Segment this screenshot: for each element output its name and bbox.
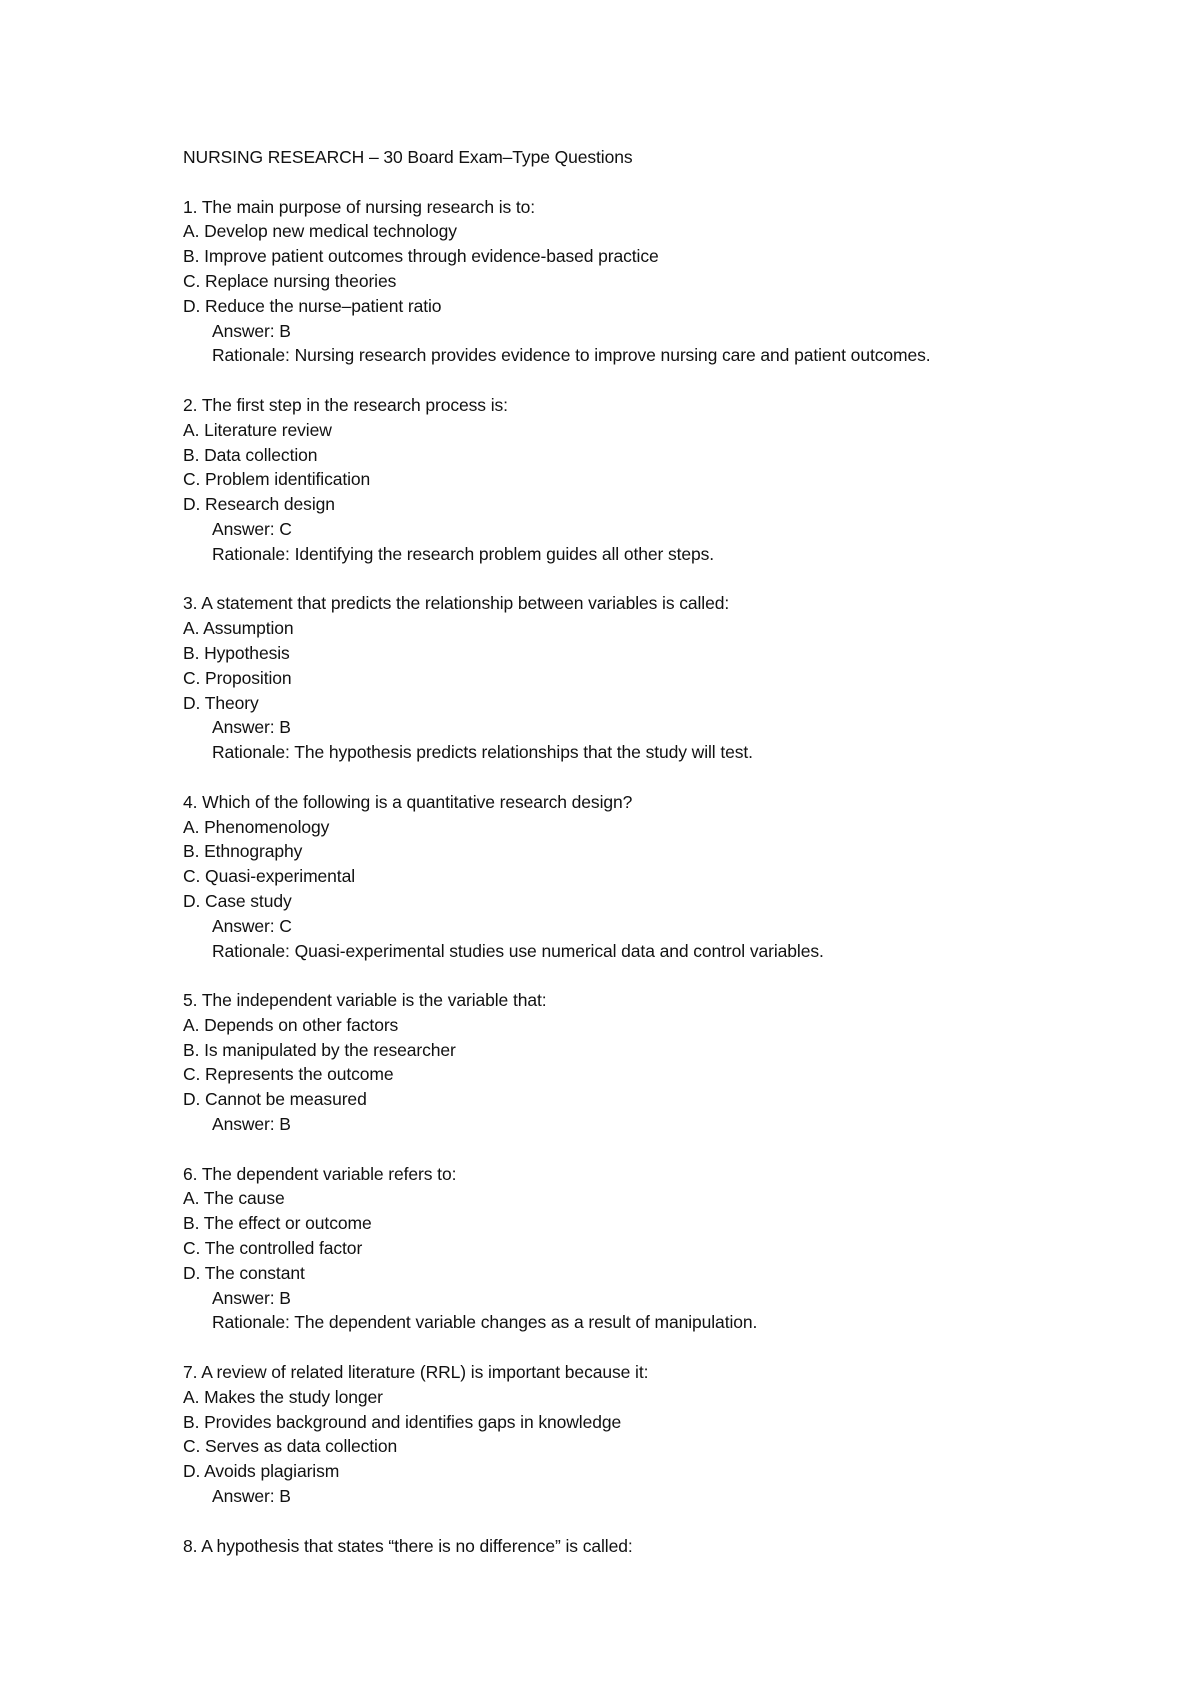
answer-option: D. Research design [183,494,335,515]
answer-option: B. Improve patient outcomes through evidence-based practice [183,246,659,267]
question-list [183,195,1143,1559]
answer-option: B. Data collection [183,444,318,465]
answer-option: C. Replace nursing theories [183,270,397,291]
rationale: Rationale: The hypothesis predicts relationships that the study will test. [212,742,753,763]
answer-option: D. Theory [183,692,259,713]
document-title: NURSING RESEARCH – 30 Board Exam–Type Questions [183,147,633,167]
answer-option: D. Cannot be measured [183,1089,367,1110]
answer-option: B. Provides background and identifies gaps in knowledge [183,1411,622,1432]
answer-option: B. Hypothesis [183,642,290,663]
answer-option: A. The cause [183,1188,285,1209]
question-block [183,591,1143,765]
rationale: Rationale: The dependent variable changes as a result of manipulation. [212,1312,758,1333]
rationale: Rationale: Identifying the research problem guides all other steps. [212,543,715,564]
question-stem: 6. The dependent variable refers to: [183,1163,457,1184]
question-stem: 1. The main purpose of nursing research is to: [183,196,536,217]
answer-option: A. Develop new medical technology [183,221,457,242]
answer-option: B. The effect or outcome [183,1213,372,1234]
question-stem: 7. A review of related literature (RRL) is important because it: [183,1362,649,1383]
document-body [183,145,1143,1583]
question-block [183,1162,1143,1336]
answer-option: C. Represents the outcome [183,1064,394,1085]
answer-option: D. Case study [183,890,292,911]
correct-answer: Answer: B [212,320,291,341]
correct-answer: Answer: C [212,915,292,936]
correct-answer: Answer: B [212,1114,291,1135]
answer-option: D. Reduce the nurse–patient ratio [183,295,442,316]
question-block [183,1360,1143,1509]
answer-option: A. Phenomenology [183,816,330,837]
correct-answer: Answer: B [212,1486,291,1507]
answer-option: C. Proposition [183,667,292,688]
answer-option: D. Avoids plagiarism [183,1461,340,1482]
answer-option: C. The controlled factor [183,1238,363,1259]
question-stem: 3. A statement that predicts the relationship between variables is called: [183,593,730,614]
correct-answer: Answer: B [212,1287,291,1308]
question-stem: 2. The first step in the research process is: [183,394,508,415]
answer-option: A. Makes the study longer [183,1386,383,1407]
correct-answer: Answer: B [212,717,291,738]
question-stem: 8. A hypothesis that states “there is no difference” is called: [183,1535,633,1556]
answer-option: A. Literature review [183,419,332,440]
rationale: Rationale: Quasi-experimental studies use numerical data and control variables. [212,940,824,961]
answer-option: A. Assumption [183,618,294,639]
correct-answer: Answer: C [212,518,292,539]
rationale: Rationale: Nursing research provides evidence to improve nursing care and patient outcomes. [212,345,931,366]
answer-option: D. The constant [183,1262,305,1283]
answer-option: A. Depends on other factors [183,1014,399,1035]
question-block [183,1534,1143,1559]
answer-option: C. Problem identification [183,469,371,490]
answer-option: B. Ethnography [183,841,303,862]
question-stem: 5. The independent variable is the variable that: [183,990,547,1011]
answer-option: C. Quasi-experimental [183,866,355,887]
question-block [183,790,1143,964]
answer-option: C. Serves as data collection [183,1436,398,1457]
question-stem: 4. Which of the following is a quantitative research design? [183,791,633,812]
question-block [183,195,1143,369]
question-block [183,393,1143,567]
answer-option: B. Is manipulated by the researcher [183,1039,456,1060]
question-block [183,988,1143,1137]
